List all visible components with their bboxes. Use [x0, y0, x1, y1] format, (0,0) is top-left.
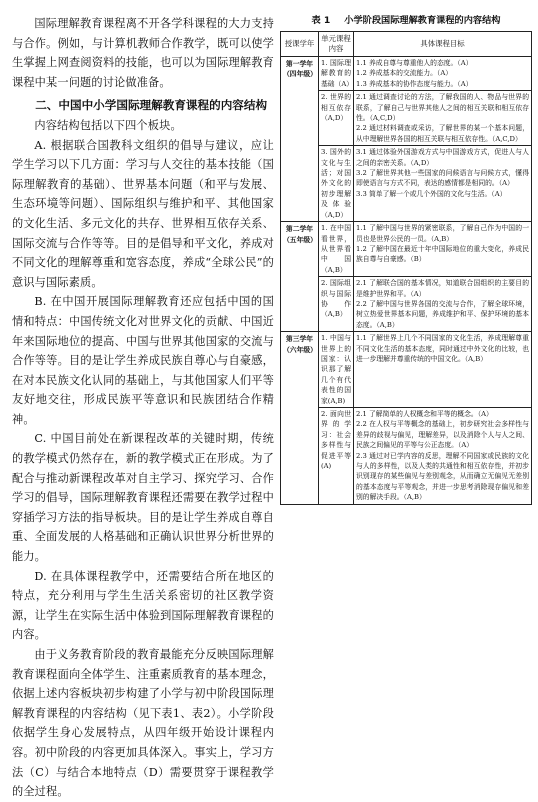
section-heading: 二、中国中小学国际理解教育课程的内容结构: [35, 98, 268, 113]
goal-cell: [354, 57, 532, 91]
paragraph-overview: 内容结构包括以下四个板块。: [34, 118, 182, 132]
goal-item: 1.1 了解世界上几个不同国家的文化生活，养成理解尊重不同文化生活的基本态度，同时通过中外文化的比较，也进一步理解并尊重传统的中国文化。（A,B）: [356, 334, 529, 363]
goal-item: 1.1 了解中国与世界的紧密联系，了解自己作为中国的一员也是世界公民的一员。（A,B）: [356, 224, 529, 243]
goal-cell: [354, 146, 532, 222]
goal-cell: [354, 222, 532, 277]
goal-cell: [354, 277, 532, 332]
goal-item: 2.1 通过调查讨论的方法，了解我国的人、物品与世界的联系，了解自己与世界其他人之间的相互关联和相互依存性。（A,C,D）: [356, 93, 529, 123]
table-number: 表 1: [311, 15, 331, 26]
paragraph-c: C. 中国目前处在新课程改革的关键时期，传统的教学模式仍然存在，新的教学模式正在形成。为了配合与推动新课程改革对自主学习、探究学习、合作学习的倡导，国际理解教育课程还需要在教学过程中穿插学习方法的指导板块。目的是让学生养成自尊自重、全面发展的人格基础和正确认识世界分析世界的能力。: [12, 432, 274, 564]
goal-item: 3.1 通过体验外国游戏方式与中国游戏方式，促进人与人之间的亲密关系。（A,D）: [356, 148, 529, 167]
goal-item: 2.3 通过对已学内容的反思，理解不同国家或民族的文化与人的多样性，以及人类的共通性和相互依存性，并初步识别现存的某些偏见与差别观念，从而确立无偏见无差别的基本态度与平等观念，并进一步思考消除现存偏见和差别的解决手段。（A,B）: [356, 451, 529, 502]
unit-cell: 1. 在中国看世界，从世界看中国（A,B）: [319, 222, 354, 277]
header-year: 授课学年: [281, 32, 319, 57]
paragraph-d: D. 在具体课程教学中，还需要结合所在地区的特点，充分利用与学生生活关系密切的社区教学资源，让学生在实际生活中体验到国际理解教育课程的内容。: [12, 569, 274, 642]
table-row: [281, 332, 532, 408]
goal-cell: [354, 332, 532, 408]
curriculum-table: [280, 31, 532, 505]
unit-cell: 2. 世界的相互依存（A,D）: [319, 91, 354, 146]
goal-item: 2.2 在人权与平等概念的基础上，初步研究社会多样性与差异的歧视与偏见，理解差异，以及消除个人与人之间、民族之间偏见的平等与公正态度。（A）: [356, 420, 529, 450]
goal-item: 1.1 养成自尊与尊重他人的态度。（A）: [356, 59, 473, 67]
year-cell: 第三学年（六年级）: [281, 332, 319, 505]
goal-cell: [354, 91, 532, 146]
unit-cell: 1. 中国与世界上的国家：认识那了解几个有代表性的国家(A,B): [319, 332, 354, 408]
table-header-row: [281, 32, 532, 57]
table-row: [281, 91, 532, 146]
table-row: [281, 57, 532, 91]
paragraph-summary: 由于义务教育阶段的教育最能充分反映国际理解教育课程面向全体学生、注重素质教育的基本理念，依据上述内容板块初步构建了小学与初中阶段国际理解教育课程的内容结构（见下表1、表2）。小学阶段依据学生身心发展特点，从四年级开始设计课程内容。初中阶段的内容更加具体深入。事实上，学习方法（C）与结合本地特点（D）需要贯穿于课程教学的全过程。: [12, 648, 274, 799]
goal-item: 2.2 通过材料调查或采访，了解世界的某一个基本问题，从中理解世界各国的相互关联与相互依存性。（A,C,D）: [356, 124, 529, 143]
unit-cell: 3. 国外的文化与生活；对国外文化的初步理解及体验（A,D）: [319, 146, 354, 222]
goal-item: 1.3 养成基本的协作态度与能力。（A）: [356, 79, 473, 88]
header-goal: 具体课程目标: [354, 32, 532, 57]
table-row: [281, 222, 532, 277]
goal-item: 2.1 了解联合国的基本情况，知道联合国组织的主要目的是维护世界和平。（A）: [356, 279, 529, 298]
goal-item: 3.3 简单了解一个或几个外国的文化与生活。（A）: [356, 189, 507, 198]
unit-cell: 2. 国际组织与国际协作（A,B）: [319, 277, 354, 332]
table-row: [281, 277, 532, 332]
unit-cell: 2. 面向世界的学习：社会多样性与促进平等(A): [319, 408, 354, 505]
paragraph-b: B. 在中国开展国际理解教育还应包括中国的国情和特点：中国传统文化对世界文化的贡献、中国近年来国际地位的提高、中国与世界其他国家的交流与合作等等。目的是让学生养成民族自尊心与自豪感，在对本民族文化认同的基础上，与其他国家人们平等友好地交往，形成民族平等意识和民族团结合作精神。: [12, 295, 274, 426]
table-section: [280, 11, 532, 505]
goal-item: 3.2 了解世界其他一些国家的问候语言与问候方式，懂得即使语言与方式不同，表达的感情都是相同的。（A）: [356, 169, 529, 188]
article-text: [12, 14, 274, 802]
year-cell: 第一学年（四年级）: [281, 57, 319, 222]
goal-item: 1.2 养成基本的交流能力。（A）: [356, 69, 453, 78]
table-row: [281, 146, 532, 222]
table-title: 小学阶段国际理解教育课程的内容结构: [344, 15, 501, 26]
goal-item: 1.2 了解中国在最近十年中国际地位的重大变化，养成民族自尊与自豪感。（B）: [356, 244, 529, 264]
year-cell: 第二学年（五年级）: [281, 222, 319, 332]
header-unit: 单元课程内容: [319, 32, 354, 57]
paragraph-intro: 国际理解教育课程离不开各学科课程的大力支持与合作。例如，与计算机教师合作教学，既可以使学生掌握上网查阅资料的技能，也可以为国际理解教育课程中某一问题的讨论做准备。: [12, 17, 274, 89]
goal-cell: [354, 408, 532, 505]
table-row: [281, 408, 532, 505]
goal-item: 2.1 了解简单的人权概念和平等的概念。（A）: [356, 410, 493, 418]
paragraph-a: A. 根据联合国教科文组织的倡导与建议，应让学生学习以下几方面：学习与人交往的基本技能（国际理解教育的基础）、世界基本问题（和平与发展、生态环境等问题）、国际组织与维护和平、其他国家的文化生活、多元文化的共存、世界相互依存关系、国际交流与合作等等。目的是倡导和平文化，养成对不同文化的理解尊重和宽容态度，养成“全球公民”的意识与国际素质。: [12, 138, 274, 289]
goal-item: 2.2 了解中国与世界各国的交流与合作，了解全球环境，树立热爱世界基本问题，养成维护和平、保护环境的基本态度。（A,B）: [356, 299, 529, 329]
unit-cell: 1. 国际理解教育的基础（A）: [319, 57, 354, 91]
table-caption: [280, 11, 532, 31]
